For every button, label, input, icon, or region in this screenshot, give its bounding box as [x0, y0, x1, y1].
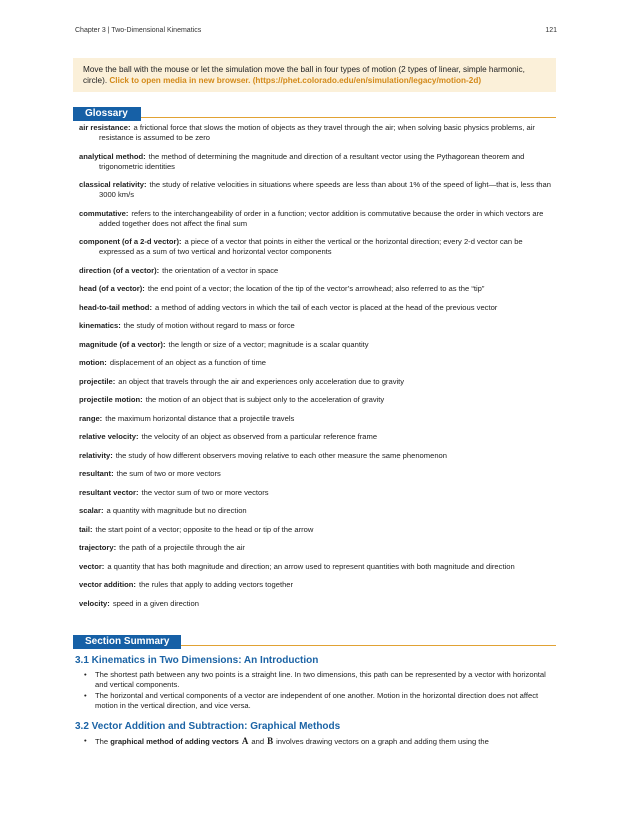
glossary-definition: a method of adding vectors in which the tail of each vector is placed at the head of the previous vector [154, 302, 498, 312]
bullet-bold-term: graphical method of adding vectors [110, 737, 239, 746]
glossary-entry [79, 284, 555, 294]
glossary-term: projectile: [79, 376, 116, 386]
glossary-definition: the study of how different observers moving relative to each other measure the same phenomenon [115, 450, 447, 460]
glossary-definition: the rules that apply to adding vectors together [138, 580, 294, 589]
vector-b: B [267, 736, 274, 746]
glossary-entry [79, 237, 555, 257]
glossary-term: motion: [79, 358, 107, 367]
glossary-entry [79, 488, 555, 498]
glossary-entry [79, 562, 555, 572]
glossary-definition: speed in a given direction [112, 598, 199, 608]
glossary-term: trajectory: [79, 543, 117, 552]
glossary-entry [79, 123, 555, 143]
glossary-term: relative velocity: [79, 432, 139, 441]
glossary-definition: a piece of a vector that points in either the vertical or the horizontal direction; every 2-d vector can be expressed as a sum of two vertical and horizontal vector components [99, 237, 523, 256]
glossary-entry [79, 377, 555, 387]
glossary-definition: the maximum horizontal distance that a projectile travels [105, 413, 295, 423]
glossary-entry [79, 358, 555, 368]
glossary-entry [79, 469, 555, 479]
glossary-term: component (of a 2-d vector): [79, 237, 182, 246]
media-note-box [73, 58, 556, 92]
glossary-entry [79, 432, 555, 442]
glossary-term: tail: [79, 524, 93, 534]
glossary-term: kinematics: [79, 321, 121, 330]
glossary-term: range: [79, 413, 103, 423]
glossary-definition: the end point of a vector; the location of the tip of the vector’s arrowhead; also referred to as the “tip” [147, 284, 485, 293]
glossary-definition: a quantity that has both magnitude and direction; an arrow used to represent quantities with both magnitude and direction [107, 561, 515, 571]
glossary-definition: the length or size of a vector; magnitude is a scalar quantity [168, 339, 369, 349]
glossary-header [73, 103, 556, 118]
glossary-term: resultant vector: [79, 487, 139, 497]
glossary-term: vector addition: [79, 580, 136, 589]
glossary-entry [79, 321, 555, 331]
glossary-definition: the motion of an object that is subject only to the acceleration of gravity [145, 395, 385, 404]
glossary-entry [79, 209, 555, 229]
glossary-entry [79, 152, 555, 172]
glossary-term: magnitude (of a vector): [79, 339, 166, 349]
glossary-definition: a frictional force that slows the motion of objects as they travel through the air; when solving basic physics problems, air resistance is assumed to be zero [99, 123, 535, 142]
open-media-link[interactable]: Click to open media in new browser. (https://phet.colorado.edu/en/simulation/legacy/motion-2d) [109, 76, 482, 85]
bullet-rest: involves drawing vectors on a graph and adding them using the [276, 737, 489, 746]
glossary-term: vector: [79, 561, 105, 571]
glossary-title: Glossary [73, 107, 141, 121]
glossary-definition: the vector sum of two or more vectors [141, 487, 269, 497]
glossary-term: commutative: [79, 208, 129, 218]
glossary-definition: refers to the interchangeability of order in a function; vector addition is commutative because the order in which vectors are added together does not affect the final sum [99, 208, 544, 228]
glossary-entry [79, 180, 555, 200]
summary-sections [75, 654, 555, 711]
glossary-entry [79, 451, 555, 461]
glossary-term: air resistance: [79, 123, 131, 132]
vector-a: A [241, 736, 249, 746]
bullet-and: and [251, 737, 265, 746]
summary-bullets-3-2 [75, 736, 555, 747]
glossary-definition: an object that travels through the air and experiences only acceleration due to gravity [118, 376, 405, 386]
glossary-term: scalar: [79, 506, 104, 515]
summary-heading-3-2: 3.2 Vector Addition and Subtraction: Graphical Methods [75, 721, 341, 732]
summary-heading: 3.1 Kinematics in Two Dimensions: An Introduction [75, 655, 319, 666]
glossary-term: analytical method: [79, 151, 146, 161]
glossary-entry [79, 303, 555, 313]
glossary-term: head (of a vector): [79, 284, 145, 293]
glossary-definition: the start point of a vector; opposite to the head or tip of the arrow [95, 524, 314, 534]
glossary-definition: the velocity of an object as observed from a particular reference frame [141, 432, 378, 441]
glossary-definition: the study of relative velocities in situations where speeds are less than about 1% of the speed of light—that is, less than 3000 km/s [99, 180, 551, 199]
section-summary-header [73, 631, 556, 646]
list-item: • The horizontal and vertical components of a vector are independent of one another. Motion in the horizontal direction does not affect motion in the vertical direction, and vice versa. [95, 691, 555, 711]
glossary-definition: the path of a projectile through the air [119, 543, 245, 552]
glossary-term: classical relativity: [79, 180, 147, 189]
list-item: • The shortest path between any two points is a straight line. In two dimensions, this path can be represented by a vector with horizontal and vertical components. [95, 670, 555, 690]
glossary-definition: displacement of an object as a function of time [109, 358, 267, 367]
glossary-term: resultant: [79, 469, 114, 478]
glossary-entry [79, 395, 555, 405]
glossary-definition: the study of motion without regard to mass or force [123, 321, 295, 330]
glossary-entry [79, 340, 555, 350]
glossary-term: direction (of a vector): [79, 265, 160, 275]
glossary-term: relativity: [79, 450, 113, 460]
page-header [75, 27, 557, 34]
chapter-title: Chapter 3 | Two-Dimensional Kinematics [75, 27, 202, 34]
glossary-entry [79, 580, 555, 590]
glossary-entry [79, 543, 555, 553]
glossary-entry [79, 266, 555, 276]
glossary-list [79, 123, 555, 617]
glossary-definition: the orientation of a vector in space [162, 265, 279, 275]
glossary-definition: the sum of two or more vectors [116, 469, 221, 478]
glossary-entry [79, 599, 555, 609]
glossary-entry [79, 506, 555, 516]
section-summary-title: Section Summary [73, 635, 181, 649]
glossary-term: projectile motion: [79, 395, 143, 404]
bullet-prefix: The [95, 737, 109, 746]
glossary-term: velocity: [79, 598, 110, 608]
glossary-entry [79, 414, 555, 424]
glossary-definition: a quantity with magnitude but no direction [106, 506, 247, 515]
glossary-entry [79, 525, 555, 535]
media-description: Move the ball with the mouse or let the simulation move the ball in four types of motion (2 types of linear, simple harmonic, circle). [83, 65, 525, 85]
summary-bullets [75, 670, 555, 711]
page-number: 121 [545, 27, 557, 34]
glossary-term: head-to-tail method: [79, 302, 152, 312]
section-summary [75, 654, 555, 756]
list-item [95, 736, 555, 747]
glossary-definition: the method of determining the magnitude and direction of a resultant vector using the Pythagorean theorem and trigonometric identities [99, 151, 525, 171]
